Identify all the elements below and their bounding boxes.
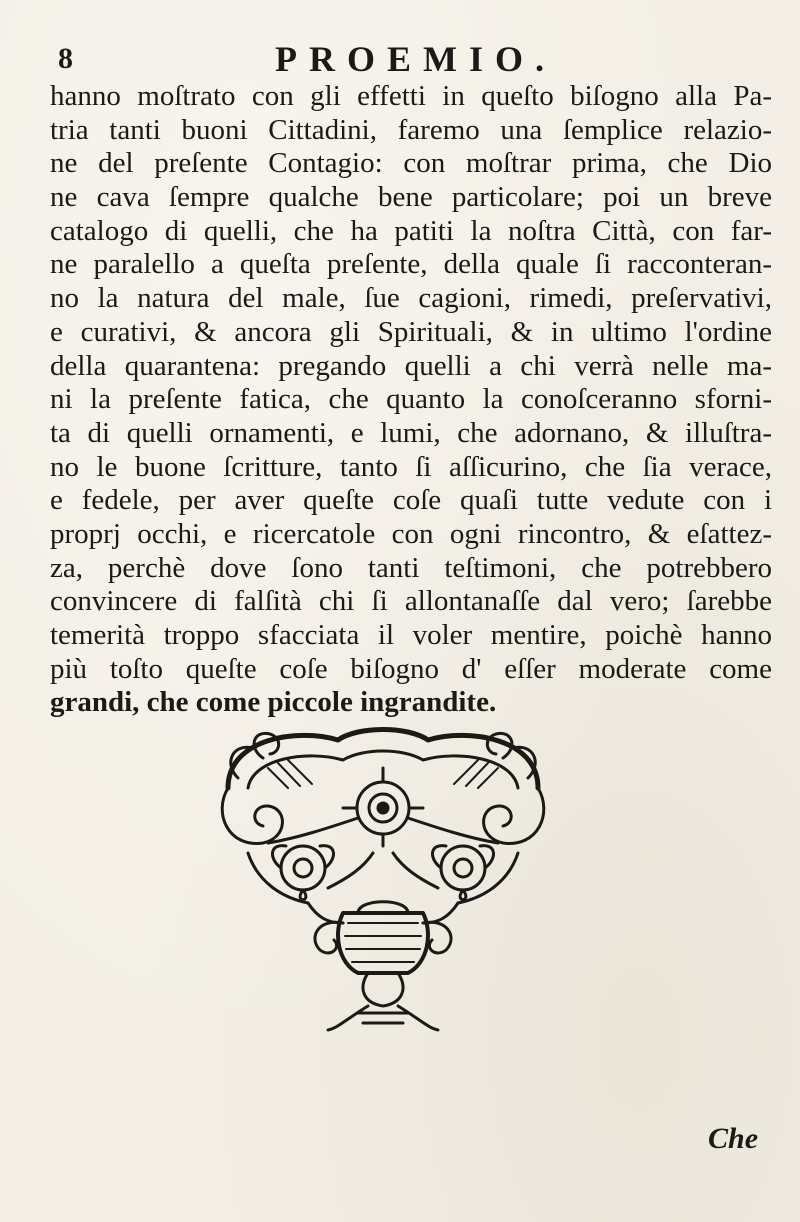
body-text — [50, 80, 772, 720]
text-line: e fedele, per aver queſte coſe quaſi tutte vedute con i — [50, 484, 772, 517]
catchword: Che — [708, 1122, 759, 1155]
floral-vase-ornament-icon — [208, 718, 558, 1038]
text-line: no le buone ſcritture, tanto ſi aſſicurino, che ſia verace, — [50, 450, 772, 483]
text-line: della quarantena: pregando quelli a chi verrà nelle ma- — [50, 349, 772, 382]
page-number: 8 — [58, 42, 73, 75]
text-line: ne cava ſempre qualche bene particolare; poi un breve — [50, 181, 772, 214]
text-line: no la natura del male, ſue cagioni, rimedi, preſervativi, — [50, 282, 772, 315]
text-line: convincere di falſità chi ſi allontanaſſe dal vero; ſarebbe — [50, 585, 772, 618]
page-header — [0, 36, 800, 80]
text-line: ta di quelli ornamenti, e lumi, che adornano, & illuſtra- — [50, 416, 772, 449]
text-line: ne del preſente Contagio: con moſtrar prima, che Dio — [50, 147, 772, 180]
text-line: temerità troppo sfacciata il voler mentire, poichè hanno — [50, 619, 772, 651]
running-head: PROEMIO. — [275, 39, 556, 79]
text-line: hanno moſtrato con gli effetti in queſto biſogno alla Pa- — [50, 80, 772, 112]
text-line: più toſto queſte coſe biſogno d' eſſer moderate come — [50, 652, 772, 685]
text-line: proprj occhi, e ricercatole con ogni rincontro, & eſattez- — [50, 517, 772, 550]
text-line: ne paralello a queſta preſente, della quale ſi racconteran- — [50, 248, 772, 281]
text-line: za, perchè dove ſono tanti teſtimoni, che potrebbero — [50, 551, 772, 584]
text-line-final: grandi, che come piccole ingrandite. — [50, 686, 497, 719]
text-line: e curativi, & ancora gli Spirituali, & in ultimo l'ordine — [50, 315, 772, 348]
text-line: catalogo di quelli, che ha patiti la noſtra Città, con far- — [50, 214, 772, 247]
text-line: ni la preſente fatica, che quanto la conoſceranno sforni- — [50, 383, 772, 416]
text-line: tria tanti buoni Cittadini, faremo una ſemplice relazio- — [50, 113, 772, 146]
